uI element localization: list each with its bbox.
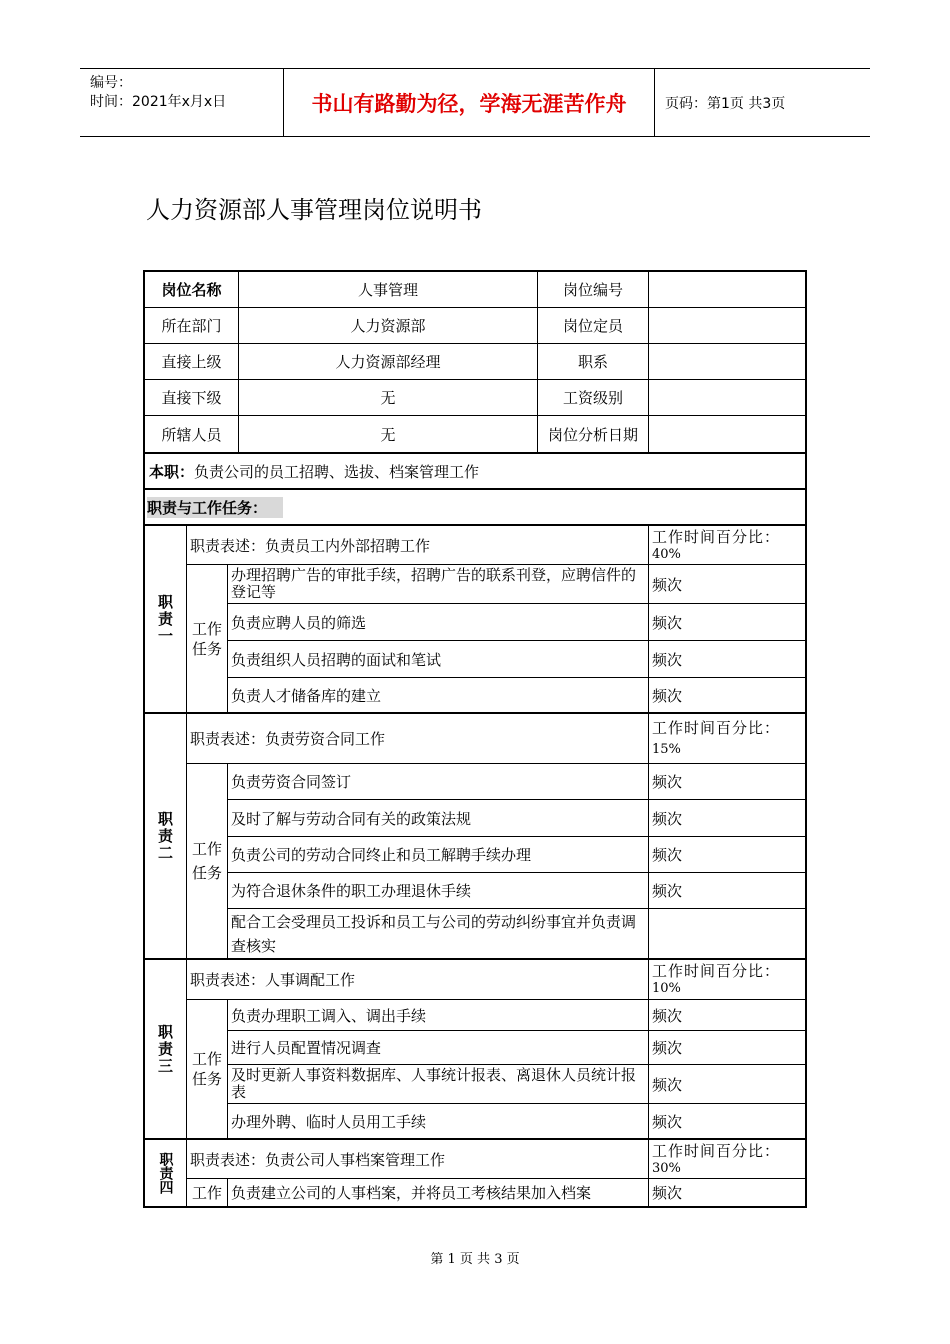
duty-2-name: 职责二	[156, 810, 174, 862]
duty-3-pct-value: 10%	[652, 981, 681, 996]
label-job-family: 职系	[577, 353, 608, 371]
duty-1-task-3-freq: 频次	[652, 650, 683, 669]
duty-2-task-4: 为符合退休条件的职工办理退休手续	[231, 882, 472, 900]
duty-3-task-1-freq: 频次	[652, 1006, 683, 1025]
duty-1-task-1-freq: 频次	[652, 575, 683, 594]
duty-2-task-3-freq: 频次	[652, 846, 683, 864]
duty-4-desc: 职责表述：负责公司人事档案管理工作	[190, 1150, 446, 1169]
value-salary-grade	[649, 380, 805, 415]
duties-heading-row	[147, 491, 803, 523]
duty-2-task-5-freq	[652, 909, 802, 958]
header-motto: 书山有路勤为径，学海无涯苦作舟	[284, 69, 655, 136]
duty-2-task-2: 及时了解与劳动合同有关的政策法规	[231, 809, 472, 828]
duty-4-pct-label: 工作时间百分比：	[652, 1142, 781, 1160]
duty-1-task-4: 负责人才储备库的建立	[231, 686, 382, 705]
duty-1-pct	[652, 528, 805, 564]
duty-2-desc: 职责表述：负责劳资合同工作	[190, 729, 386, 748]
label-salary-grade: 工资级别	[562, 389, 623, 407]
label-analysis-date: 岗位分析日期	[547, 425, 638, 444]
duty-2-task-1: 负责劳资合同签订	[231, 773, 352, 791]
value-job-family	[649, 344, 805, 379]
duty-3-pct	[652, 962, 805, 998]
duty-3-task-2: 进行人员配置情况调查	[231, 1039, 382, 1057]
duty-1-name: 职责一	[156, 593, 174, 645]
page-header	[80, 68, 870, 137]
value-position-name: 人事管理	[357, 281, 418, 299]
duty-2-task-4-freq: 频次	[652, 882, 683, 900]
duty-1-desc: 职责表述：负责员工内外部招聘工作	[190, 536, 431, 555]
label-direct-superior: 直接上级	[161, 353, 222, 371]
duty-1-task-label: 工作任务	[191, 619, 222, 658]
duty-2-pct-label: 工作时间百分比：	[652, 719, 781, 737]
duties-heading: 职责与工作任务：	[147, 497, 283, 518]
label-position-code: 岗位编号	[562, 281, 623, 299]
value-analysis-date	[649, 416, 805, 452]
label-position-name: 岗位名称	[161, 281, 222, 299]
label-department: 所在部门	[161, 317, 222, 335]
doc-time-label: 时间：2021年x月x日	[90, 94, 227, 110]
duty-1-pct-value: 40%	[652, 547, 681, 562]
duty-3-pct-label: 工作时间百分比：	[652, 962, 781, 980]
header-page-info: 页码：第1页 共3页	[665, 96, 786, 112]
value-department: 人力资源部	[350, 317, 426, 335]
duty-2-task-5: 配合工会受理员工投诉和员工与公司的劳动纠纷事宜并负责调查核实	[231, 912, 637, 955]
value-position-code	[649, 272, 805, 307]
document-title: 人力资源部人事管理岗位说明书	[146, 196, 482, 224]
duty-3-task-1: 负责办理职工调入、调出手续	[231, 1006, 427, 1025]
label-staff-managed: 所辖人员	[161, 425, 222, 444]
duty-4-pct	[652, 1142, 805, 1178]
duty-2-task-1-freq: 频次	[652, 773, 683, 791]
duty-1-task-2: 负责应聘人员的筛选	[231, 613, 367, 632]
duty-2-task-label: 工作任务	[191, 840, 222, 882]
duty-2-pct-value: 15%	[652, 742, 681, 757]
duty-2-task-3: 负责公司的劳动合同终止和员工解聘手续办理	[231, 846, 532, 864]
label-direct-subordinate: 直接下级	[161, 389, 222, 407]
duty-3-task-3: 及时更新人事资料数据库、人事统计报表、离退休人员统计报表	[231, 1066, 637, 1101]
duty-3-task-3-freq: 频次	[652, 1075, 683, 1094]
duty-3-task-2-freq: 频次	[652, 1039, 683, 1057]
doc-number-label: 编号：	[90, 75, 132, 91]
duty-3-task-4-freq: 频次	[652, 1112, 683, 1131]
duty-4-task-1: 负责建立公司的人事档案，并将员工考核结果加入档案	[231, 1184, 592, 1202]
core-duty-label: 本职：	[149, 462, 195, 481]
value-direct-superior: 人力资源部经理	[335, 353, 441, 371]
duty-3-desc: 职责表述：人事调配工作	[190, 970, 356, 989]
duty-3-task-label: 工作任务	[191, 1050, 222, 1088]
duty-1-task-4-freq: 频次	[652, 686, 683, 705]
job-description-table	[143, 270, 807, 1208]
value-direct-subordinate: 无	[380, 389, 396, 407]
duty-1-pct-label: 工作时间百分比：	[652, 528, 781, 546]
duty-4-pct-value: 30%	[652, 1161, 681, 1176]
duty-3-task-4: 办理外聘、临时人员用工手续	[231, 1112, 427, 1131]
duty-1-task-2-freq: 频次	[652, 613, 683, 632]
value-staff-managed: 无	[380, 425, 396, 444]
core-duty-row	[147, 455, 803, 487]
label-headcount: 岗位定员	[562, 317, 623, 335]
duty-1-task-3: 负责组织人员招聘的面试和笔试	[231, 650, 442, 669]
page-footer: 第 1 页 共 3 页	[430, 1252, 520, 1267]
duty-4-name: 职责四	[157, 1152, 174, 1194]
duty-3-name: 职责三	[156, 1023, 174, 1075]
duty-2-task-2-freq: 频次	[652, 809, 683, 828]
duty-1-task-1: 办理招聘广告的审批手续，招聘广告的联系刊登，应聘信件的登记等	[231, 566, 637, 601]
core-duty-text: 负责公司的员工招聘、选拔、档案管理工作	[194, 462, 480, 481]
duty-4-task-1-freq: 频次	[652, 1184, 683, 1202]
duty-4-task-label: 工作	[191, 1184, 222, 1202]
header-meta	[80, 69, 284, 136]
value-headcount	[649, 308, 805, 343]
duty-2-pct	[652, 717, 805, 761]
